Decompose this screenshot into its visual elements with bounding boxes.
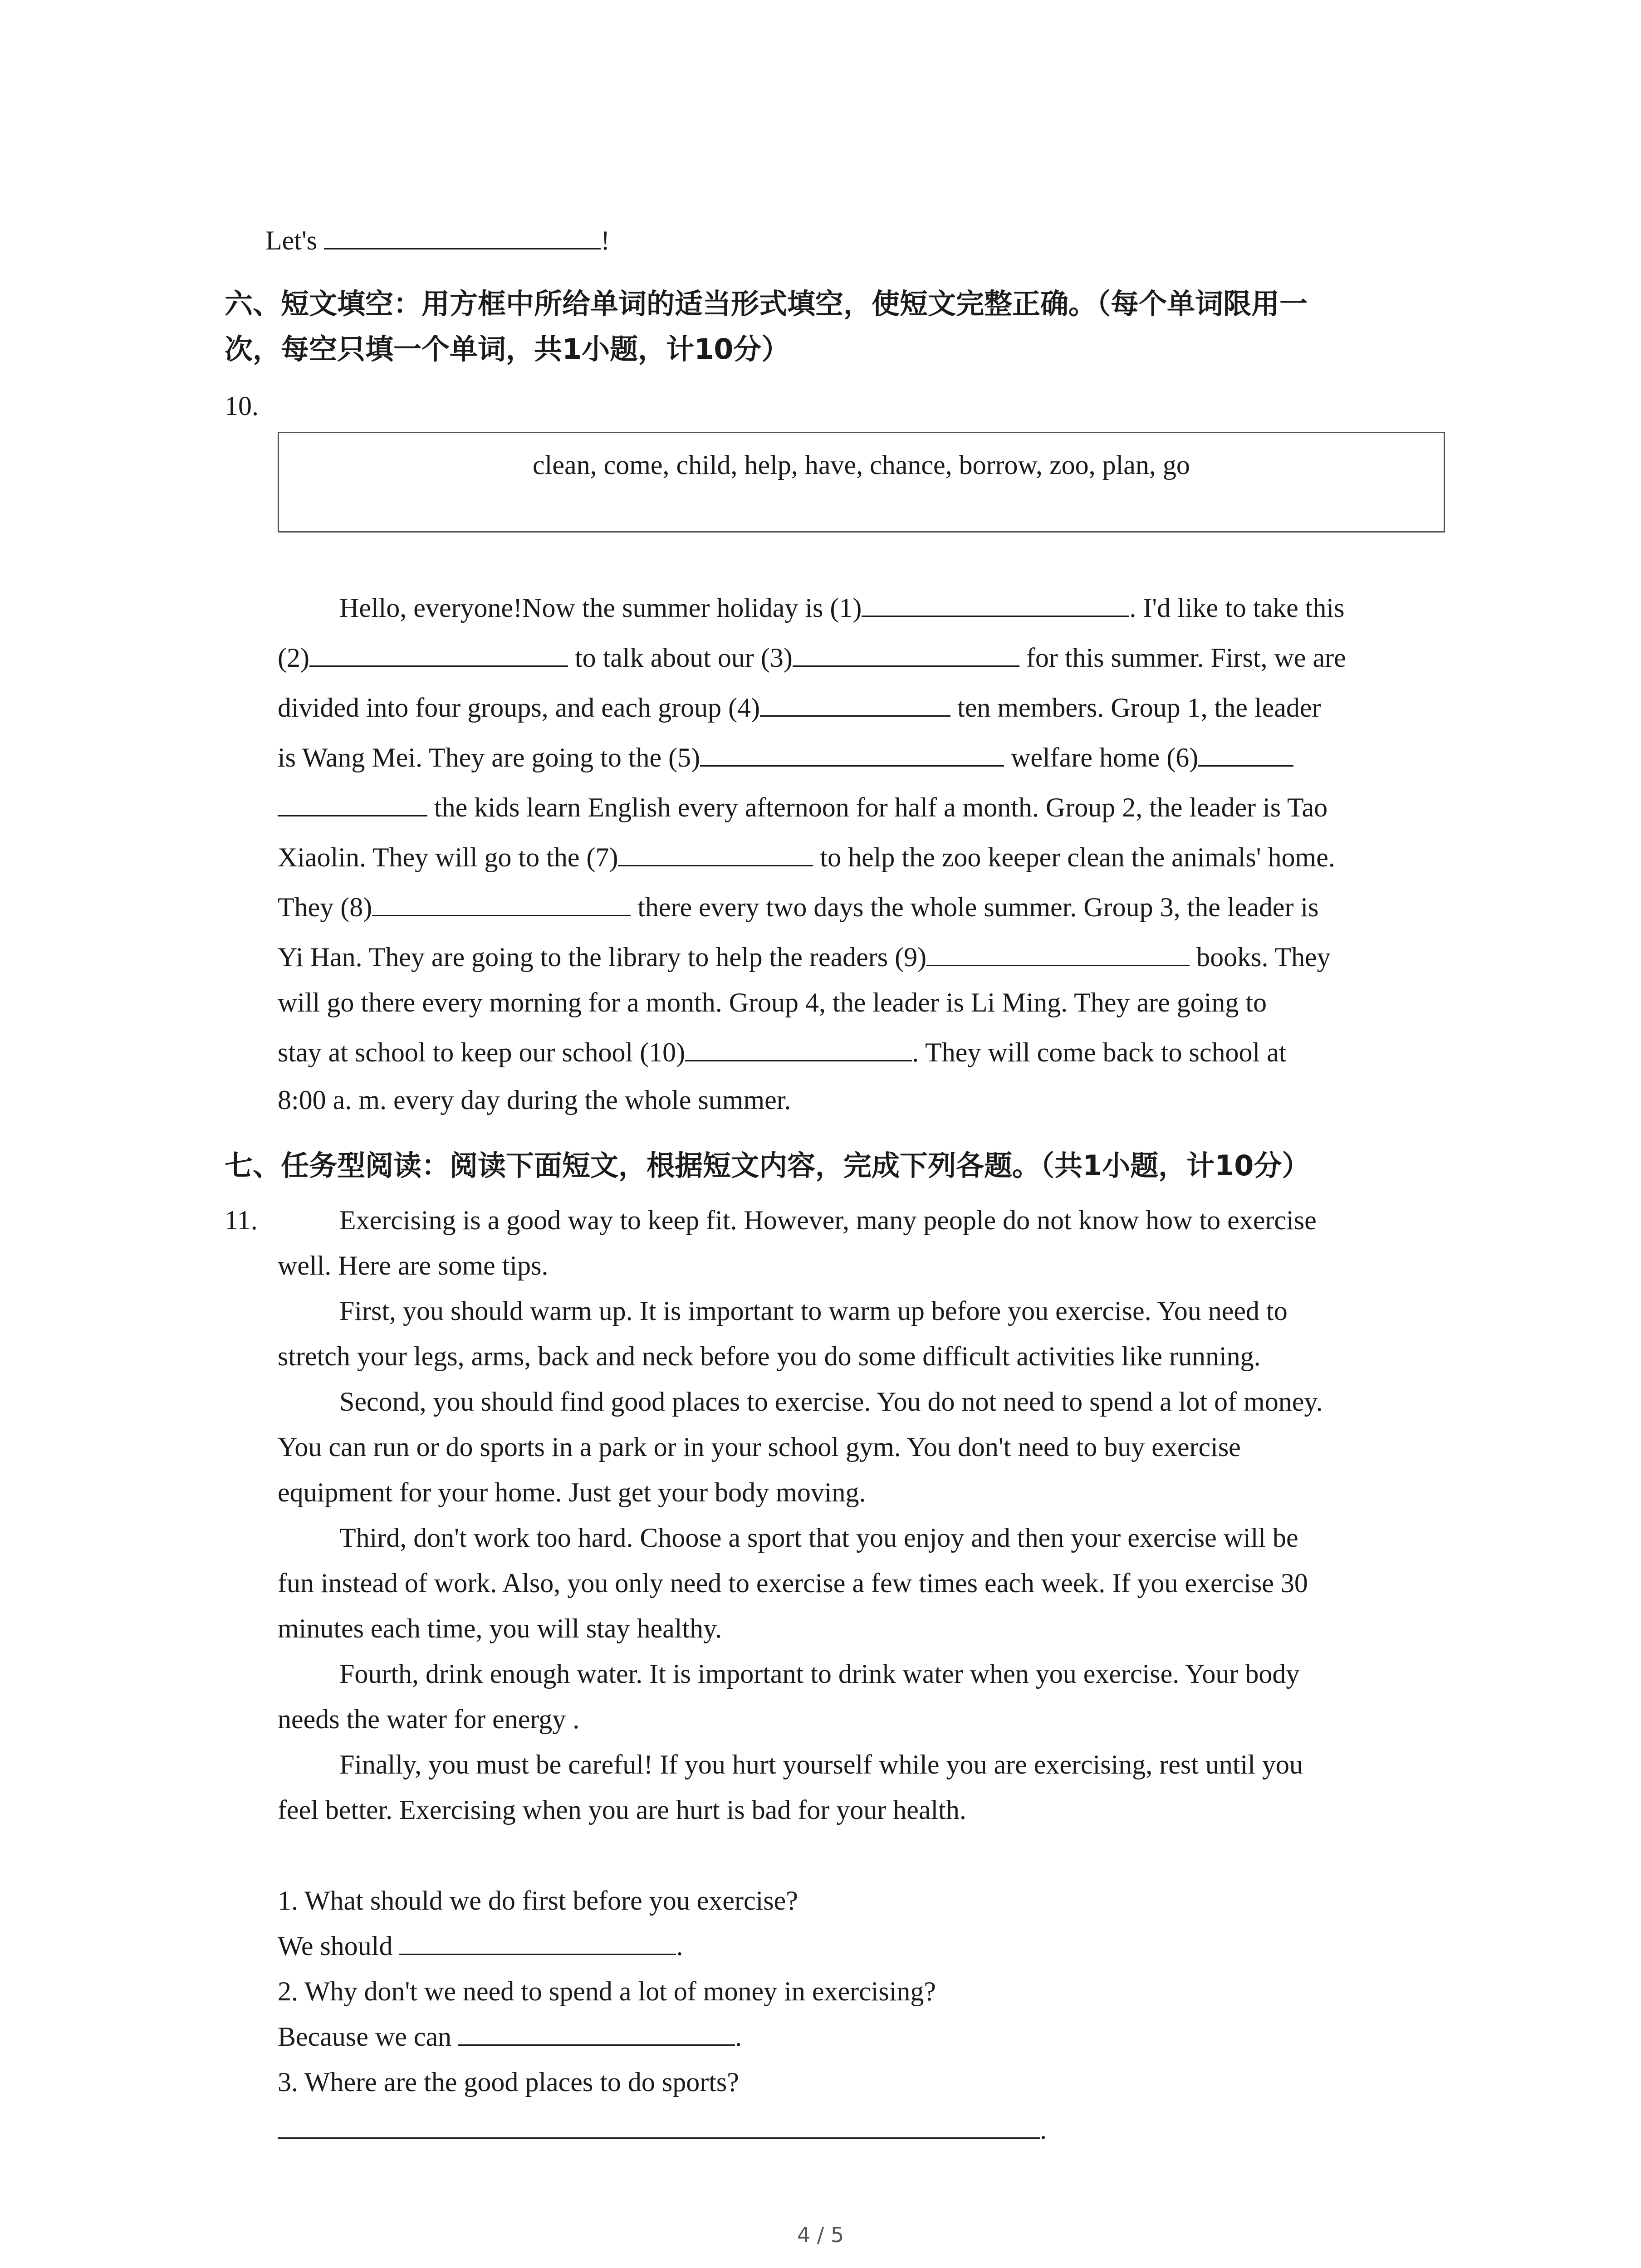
blank-6b[interactable] xyxy=(278,791,427,816)
answer-3-blank[interactable] xyxy=(278,2113,1040,2139)
passage-text: the kids learn English every afternoon for half a month. Group 2, the leader is Tao xyxy=(434,792,1328,822)
reading-line: Fourth, drink enough water. It is important to drink water when you exercise. Your body xyxy=(339,1659,1300,1689)
reading-line: equipment for your home. Just get your body moving. xyxy=(278,1477,866,1507)
passage-text: welfare home (6) xyxy=(1011,743,1199,772)
blank-7[interactable] xyxy=(618,841,813,866)
passage-text: there every two days the whole summer. Group 3, the leader is xyxy=(637,892,1319,922)
passage-text: . I'd like to take this xyxy=(1129,593,1345,623)
passage-text: (2) xyxy=(278,643,309,673)
passage-text: ten members. Group 1, the leader xyxy=(957,693,1321,723)
lets-suffix: ! xyxy=(601,225,610,255)
passage-line-5 xyxy=(278,785,1327,830)
answer-1-blank[interactable] xyxy=(399,1929,676,1955)
blank-1[interactable] xyxy=(862,591,1129,617)
page-number: 4 / 5 xyxy=(797,2223,844,2247)
section6-heading-line2: 次，每空只填一个单词，共1小题，计10分） xyxy=(225,332,790,366)
question-1: 1. What should we do first before you exercise? xyxy=(278,1886,798,1916)
passage-line-1 xyxy=(339,585,1344,631)
passage-text: to talk about our (3) xyxy=(574,643,793,673)
passage-line-4 xyxy=(278,735,1293,780)
passage-line-3 xyxy=(278,685,1321,730)
passage-text: Xiaolin. They will go to the (7) xyxy=(278,842,618,872)
reading-line: well. Here are some tips. xyxy=(278,1251,549,1281)
passage-text: to help the zoo keeper clean the animals' home. xyxy=(820,842,1335,872)
answer-1-prefix: We should xyxy=(278,1931,393,1961)
blank-3[interactable] xyxy=(793,641,1019,667)
passage-text: for this summer. First, we are xyxy=(1026,643,1346,673)
reading-line: Second, you should find good places to exercise. You do not need to spend a lot of money. xyxy=(339,1387,1323,1417)
answer-2-line xyxy=(278,2014,742,2059)
passage-text: is Wang Mei. They are going to the (5) xyxy=(278,743,700,772)
lets-line xyxy=(265,218,610,263)
blank-4[interactable] xyxy=(760,691,950,717)
answer-3-line xyxy=(278,2107,1047,2152)
answer-blank[interactable] xyxy=(324,224,601,249)
question-number-10: 10. xyxy=(225,391,259,421)
period: . xyxy=(735,2022,742,2052)
passage-text: They (8) xyxy=(278,892,372,922)
passage-line-6 xyxy=(278,835,1335,880)
blank-6a[interactable] xyxy=(1198,741,1293,767)
passage-line-2 xyxy=(278,635,1346,680)
reading-line: needs the water for energy . xyxy=(278,1704,580,1734)
passage-line-9: will go there every morning for a month. Group 4, the leader is Li Ming. They are going to xyxy=(278,987,1267,1017)
answer-2-blank[interactable] xyxy=(458,2020,735,2046)
passage-text: stay at school to keep our school (10) xyxy=(278,1037,686,1067)
answer-2-prefix: Because we can xyxy=(278,2022,452,2052)
reading-line: Exercising is a good way to keep fit. However, many people do not know how to exercise xyxy=(339,1205,1317,1235)
lets-prefix: Let's xyxy=(265,225,318,255)
blank-10[interactable] xyxy=(685,1036,912,1061)
passage-line-8 xyxy=(278,934,1331,980)
question-3: 3. Where are the good places to do sports? xyxy=(278,2067,739,2097)
passage-text: books. They xyxy=(1196,942,1331,972)
question-2: 2. Why don't we need to spend a lot of money in exercising? xyxy=(278,1976,936,2006)
passage-text: Hello, everyone!Now the summer holiday is (1) xyxy=(339,593,862,623)
blank-9[interactable] xyxy=(926,940,1190,966)
passage-text: . They will come back to school at xyxy=(912,1037,1287,1067)
period: . xyxy=(676,1931,683,1961)
blank-5[interactable] xyxy=(700,741,1004,767)
reading-line: stretch your legs, arms, back and neck before you do some difficult activities like running. xyxy=(278,1341,1261,1371)
passage-line-11: 8:00 a. m. every day during the whole summer. xyxy=(278,1085,791,1115)
passage-text: Yi Han. They are going to the library to help the readers (9) xyxy=(278,942,927,972)
reading-line: Third, don't work too hard. Choose a sport that you enjoy and then your exercise will be xyxy=(339,1523,1298,1553)
blank-8[interactable] xyxy=(372,890,631,916)
reading-line: First, you should warm up. It is important to warm up before you exercise. You need to xyxy=(339,1296,1288,1326)
word-box xyxy=(278,432,1445,533)
reading-line: minutes each time, you will stay healthy. xyxy=(278,1613,722,1643)
passage-line-7 xyxy=(278,885,1318,930)
word-box-text: clean, come, child, help, have, chance, borrow, zoo, plan, go xyxy=(533,450,1190,480)
section7-heading: 七、任务型阅读：阅读下面短文，根据短文内容，完成下列各题。（共1小题，计10分） xyxy=(225,1149,1310,1182)
answer-1-line xyxy=(278,1923,683,1969)
reading-line: You can run or do sports in a park or in your school gym. You don't need to buy exercise xyxy=(278,1432,1241,1462)
section6-heading-line1: 六、短文填空：用方框中所给单词的适当形式填空，使短文完整正确。（每个单词限用一 xyxy=(225,287,1308,320)
passage-line-10 xyxy=(278,1030,1286,1075)
reading-line: feel better. Exercising when you are hurt is bad for your health. xyxy=(278,1795,966,1825)
reading-line: fun instead of work. Also, you only need to exercise a few times each week. If you exercise 30 xyxy=(278,1568,1308,1598)
blank-2[interactable] xyxy=(309,641,568,667)
question-number-11: 11. xyxy=(225,1205,258,1235)
period: . xyxy=(1040,2115,1047,2145)
passage-text: divided into four groups, and each group (4) xyxy=(278,693,760,723)
reading-line: Finally, you must be careful! If you hurt yourself while you are exercising, rest until you xyxy=(339,1750,1303,1779)
